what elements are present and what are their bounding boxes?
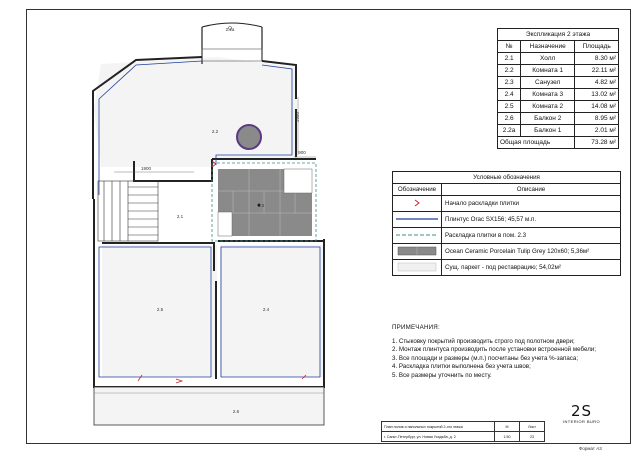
row-num: 2.2 xyxy=(498,65,521,77)
table-row xyxy=(498,65,619,77)
sheet-header: Лист xyxy=(520,422,545,432)
row-name: Комната 3 xyxy=(521,89,575,101)
address: г. Санкт-Петербург, ул. Новая Усадьба, д. 2 xyxy=(382,432,495,442)
legend-header-description: Описание xyxy=(442,184,621,196)
legend-text: Раскладка плитки в пом. 2.3 xyxy=(442,228,621,244)
note-item: 4. Раскладка плитки выполнена без учета швов; xyxy=(392,363,531,371)
tile-layout-line-icon xyxy=(393,228,442,244)
room-label-2-3: 2.3 xyxy=(257,203,265,208)
legend-row xyxy=(393,196,621,212)
note-item: 1. Стыковку покрытий производить строго под полотном двери; xyxy=(392,337,575,345)
row-name: Холл xyxy=(521,53,575,65)
row-num: 2.1 xyxy=(498,53,521,65)
legend-text: Сущ. паркет - под реставрацию; 54,02м² xyxy=(442,260,621,276)
room-label-2-2: 2.2 xyxy=(211,129,219,134)
room-label-2-6: 2.6 xyxy=(232,409,240,414)
round-column xyxy=(237,125,261,149)
legend-row xyxy=(393,228,621,244)
explication-header-name: Назначение xyxy=(521,41,575,53)
table-row xyxy=(498,53,619,65)
logo-subtitle: INTERIOR BURO xyxy=(563,419,600,424)
legend-header-symbol: Обозначение xyxy=(393,184,442,196)
row-area: 2.01 м² xyxy=(575,125,619,137)
total-label: Общая площадь xyxy=(498,137,575,149)
row-area: 8.30 м² xyxy=(575,53,619,65)
bathroom-tiles xyxy=(212,163,316,241)
note-item: 3. Все площади и размеры (м.п.) посчитаны без учета %-запаса; xyxy=(392,354,579,362)
format-label: Формат А3 xyxy=(579,446,602,451)
row-name: Балкон 1 xyxy=(521,125,575,137)
row-area: 13.02 м² xyxy=(575,89,619,101)
row-name: Санузел xyxy=(521,77,575,89)
legend-text: Плинтус Orac SX156; 45,57 м.п. xyxy=(442,212,621,228)
row-area: 22.11 м² xyxy=(575,65,619,77)
row-num: 2.4 xyxy=(498,89,521,101)
studio-logo xyxy=(554,404,609,424)
dimension-900: 900 xyxy=(298,150,306,155)
table-row xyxy=(498,113,619,125)
row-area: 4.82 м² xyxy=(575,77,619,89)
explication-header-num: № xyxy=(498,41,521,53)
table-row xyxy=(498,101,619,113)
note-item: 2. Монтаж плинтуса производить после установки встроенной мебели; xyxy=(392,346,596,354)
explication-header-area: Площадь xyxy=(575,41,619,53)
row-num: 2.3 xyxy=(498,77,521,89)
room-label-2-5: 2.5 xyxy=(156,307,164,312)
baseboard-line-icon xyxy=(393,212,442,228)
legend-row xyxy=(393,212,621,228)
legend-title: Условные обозначения xyxy=(393,172,621,184)
row-name: Комната 2 xyxy=(521,101,575,113)
dimension-1900: 1900 xyxy=(140,166,152,171)
legend-row xyxy=(393,244,621,260)
row-name: Комната 1 xyxy=(521,65,575,77)
notes-title: ПРИМЕЧАНИЯ: xyxy=(392,324,440,331)
sheet-value: 23 xyxy=(520,432,545,442)
row-num: 2.2а xyxy=(498,125,521,137)
table-row xyxy=(498,77,619,89)
legend-row xyxy=(393,260,621,276)
logo-mark: 2S xyxy=(570,402,593,420)
notes xyxy=(392,324,622,381)
legend-text: Ocean Ceramic Porcelain Tulip Grey 120x60; 5,36м² xyxy=(442,244,621,260)
tile-swatch-icon xyxy=(393,244,442,260)
parquet-swatch-icon xyxy=(393,260,442,276)
explication-title: Экспликация 2 этажа xyxy=(498,29,619,41)
legend-text: Начало раскладки плитки xyxy=(442,196,621,212)
floor-plan xyxy=(26,9,386,439)
row-num: 2.5 xyxy=(498,101,521,113)
note-item: 5. Все размеры уточнить по месту. xyxy=(392,371,492,379)
row-area: 8.95 м² xyxy=(575,113,619,125)
room-label-2-1: 2.1 xyxy=(176,214,184,219)
total-value: 73.28 м² xyxy=(575,137,619,149)
room-label-2-2a: 2.2а xyxy=(225,27,235,32)
table-row xyxy=(498,89,619,101)
explication-table xyxy=(497,28,619,149)
row-area: 14.08 м² xyxy=(575,101,619,113)
room-label-2-4: 2.4 xyxy=(262,307,270,312)
row-name: Балкон 2 xyxy=(521,113,575,125)
row-num: 2.6 xyxy=(498,113,521,125)
legend-table xyxy=(392,171,621,276)
dimension-2950: 2950 xyxy=(295,111,300,123)
balcony-bottom xyxy=(94,387,324,425)
drawing-title: План полов и напольных покрытий 2-ого этажа xyxy=(382,422,495,432)
scale-value: 1:50 xyxy=(495,432,520,442)
staircase xyxy=(98,181,158,241)
scale-header: М xyxy=(495,422,520,432)
start-marker-icon xyxy=(393,196,442,212)
table-row xyxy=(498,125,619,137)
title-block xyxy=(381,402,622,443)
total-row xyxy=(498,137,619,149)
title-block-table xyxy=(381,421,545,442)
